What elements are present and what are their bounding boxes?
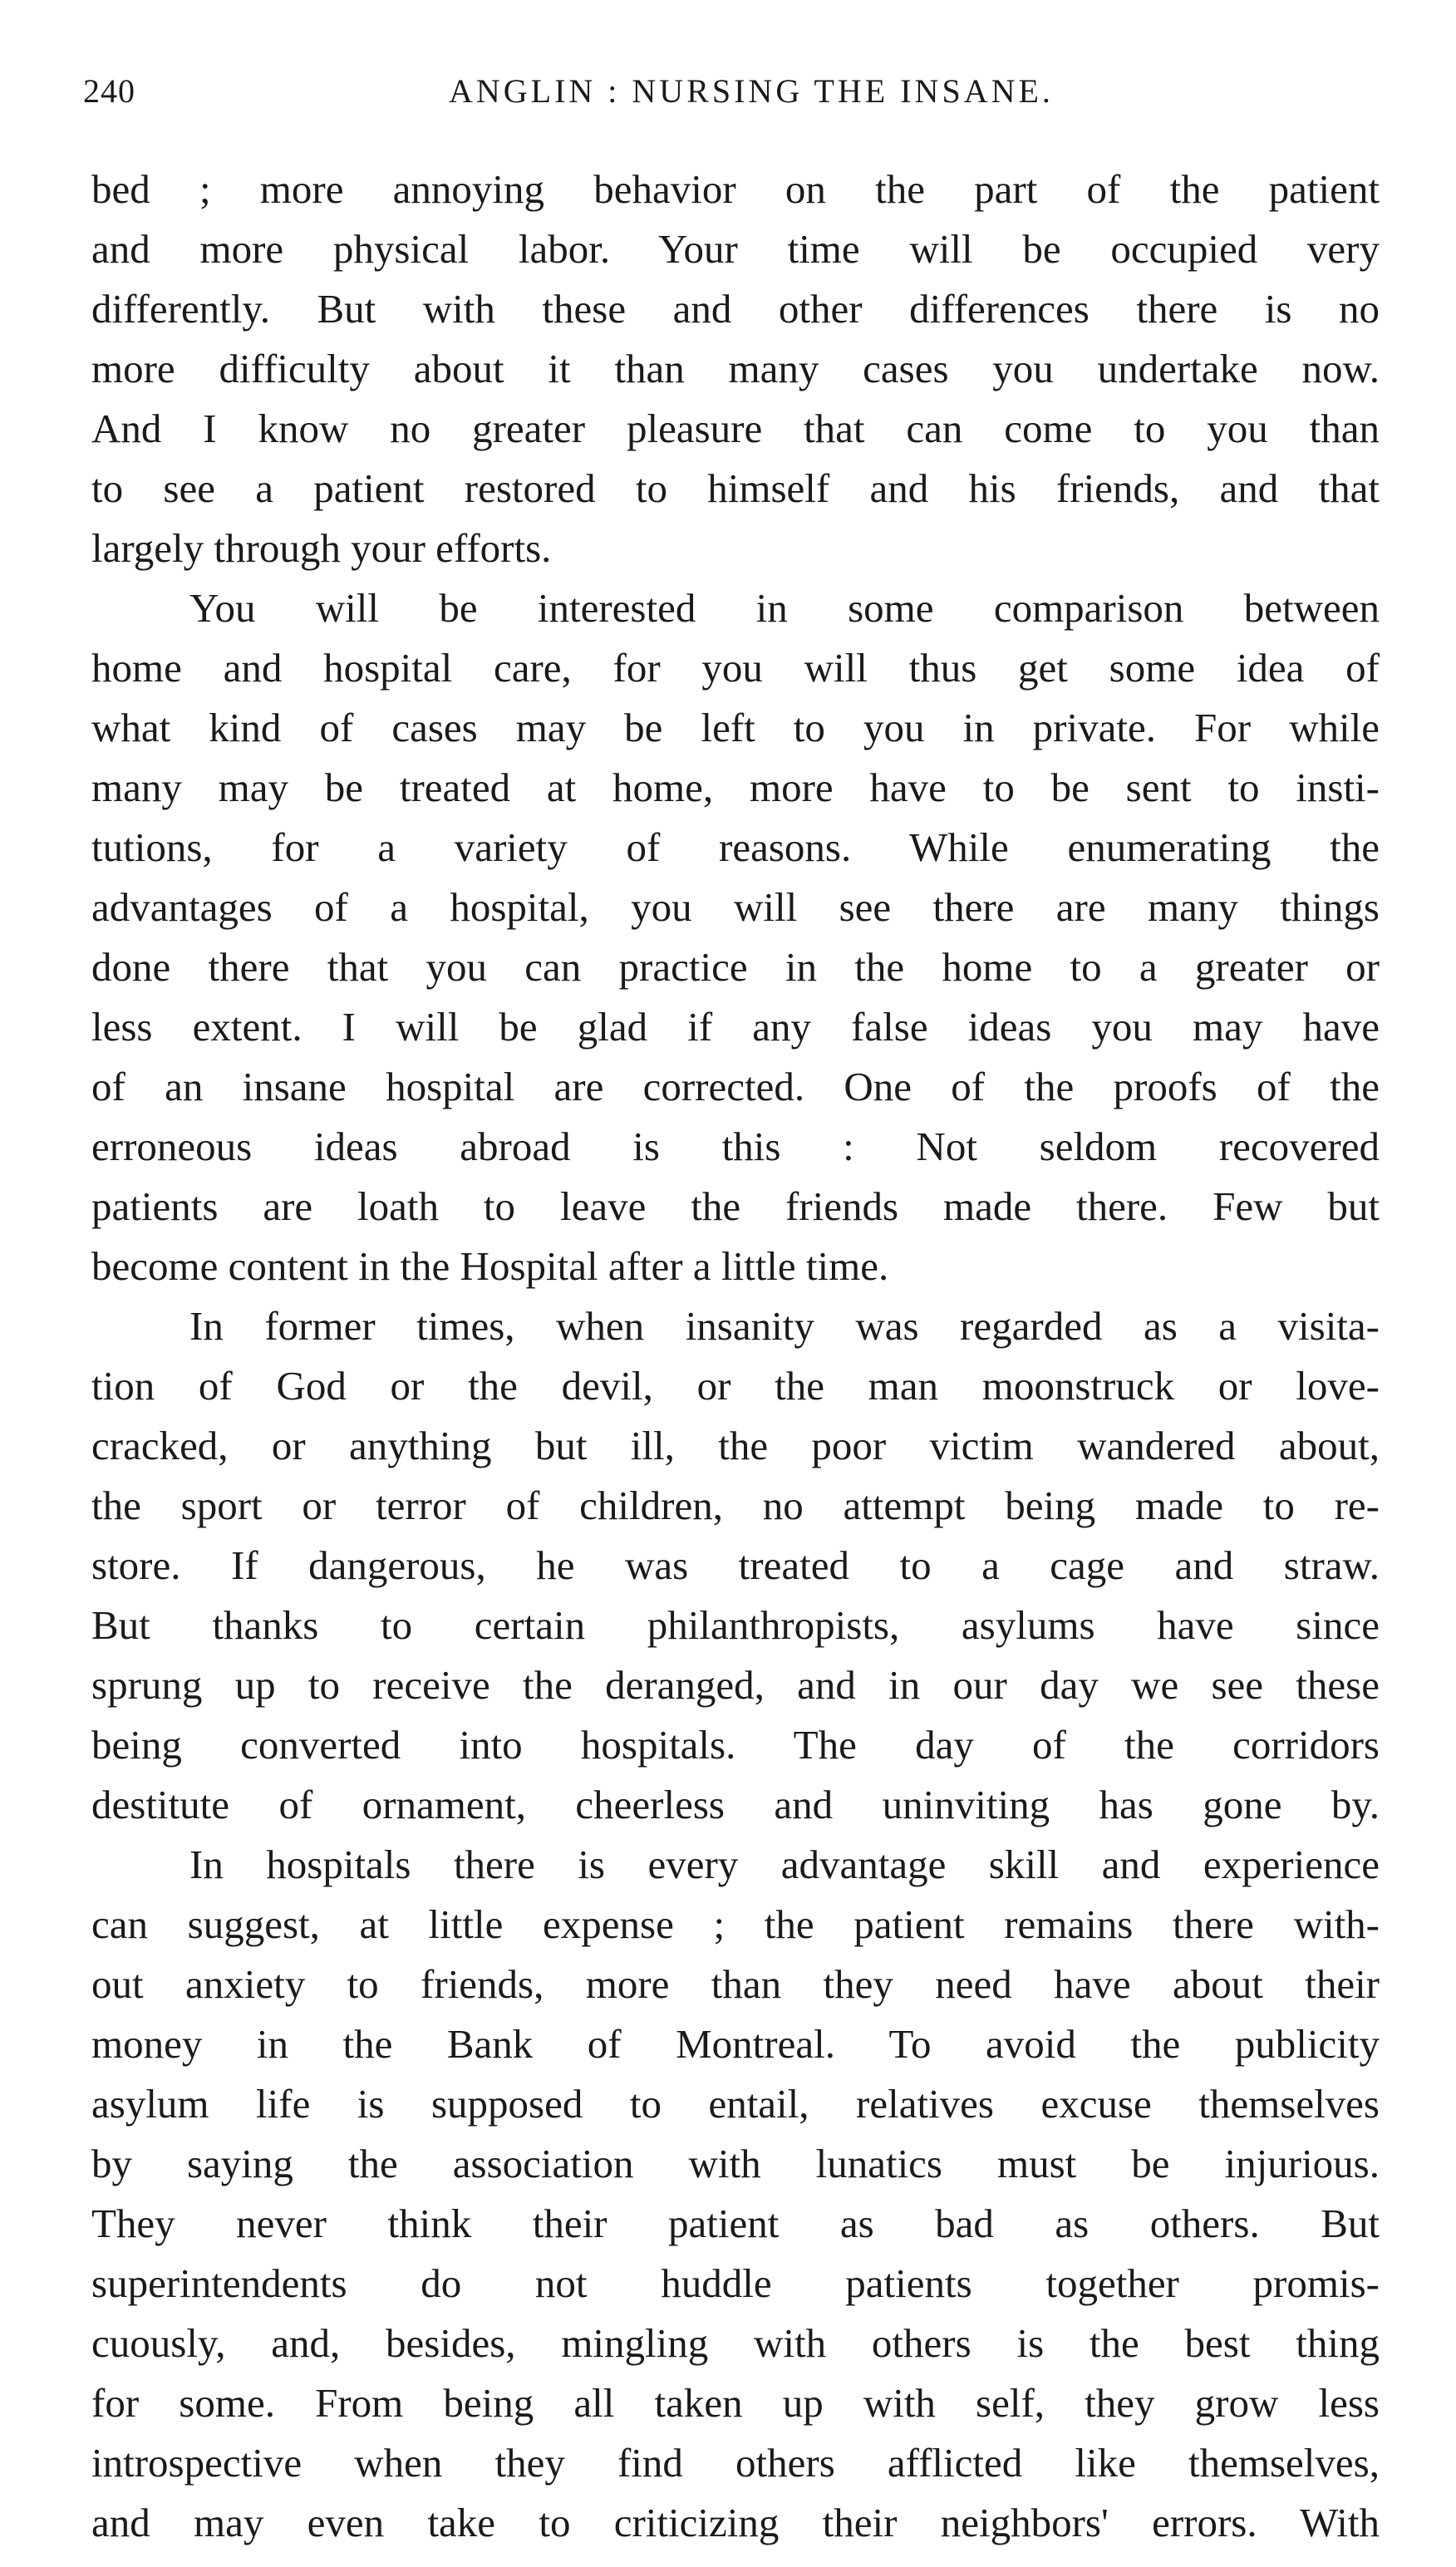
text-line: being converted into hospitals. The day of the corridors bbox=[91, 1722, 1380, 1768]
paragraph bbox=[91, 1835, 1380, 2553]
text-line: become content in the Hospital after a little time. bbox=[91, 1243, 889, 1289]
text-line: home and hospital care, for you will thus get some idea of bbox=[91, 645, 1380, 691]
text-line: largely through your efforts. bbox=[91, 525, 552, 571]
text-line: You will be interested in some comparison between bbox=[189, 585, 1380, 631]
text-line: patients are loath to leave the friends made there. Few but bbox=[91, 1183, 1380, 1229]
text-line: and more physical labor. Your time will be occupied very bbox=[91, 226, 1380, 272]
text-line: of an insane hospital are corrected. One of the proofs of the bbox=[91, 1064, 1380, 1109]
text-line: cracked, or anything but ill, the poor victim wandered about, bbox=[91, 1423, 1380, 1468]
text-line: for some. From being all taken up with self, they grow less bbox=[91, 2380, 1380, 2426]
text-line: cuously, and, besides, mingling with others is the best thing bbox=[91, 2320, 1380, 2366]
text-line: what kind of cases may be left to you in private. For while bbox=[91, 705, 1380, 750]
text-line: and may even take to criticizing their neighbors' errors. With bbox=[91, 2500, 1380, 2545]
text-line: destitute of ornament, cheerless and uninviting has gone by. bbox=[91, 1782, 1380, 1827]
paragraph bbox=[91, 1296, 1380, 1835]
text-line: advantages of a hospital, you will see there are many things bbox=[91, 884, 1380, 930]
paragraph bbox=[91, 160, 1380, 578]
text-line: In former times, when insanity was regarded as a visita- bbox=[189, 1303, 1380, 1349]
text-line: out anxiety to friends, more than they need have about their bbox=[91, 1961, 1380, 2007]
text-line: can suggest, at little expense ; the patient remains there with- bbox=[91, 1901, 1380, 1947]
text-line: They never think their patient as bad as others. But bbox=[91, 2201, 1380, 2246]
text-line: tion of God or the devil, or the man moonstruck or love- bbox=[91, 1363, 1380, 1409]
text-line: done there that you can practice in the home to a greater or bbox=[91, 944, 1380, 990]
text-line: But thanks to certain philanthropists, asylums have since bbox=[91, 1602, 1380, 1648]
text-line: In hospitals there is every advantage skill and experience bbox=[189, 1842, 1380, 1887]
text-line: less extent. I will be glad if any false ideas you may have bbox=[91, 1004, 1380, 1050]
text-line: introspective when they find others afflicted like themselves, bbox=[91, 2440, 1380, 2486]
text-line: bed ; more annoying behavior on the part of the patient bbox=[91, 166, 1380, 212]
text-line: to see a patient restored to himself and his friends, and that bbox=[91, 465, 1380, 511]
paragraph bbox=[91, 578, 1380, 1296]
text-line: by saying the association with lunatics must be injurious. bbox=[91, 2141, 1380, 2186]
text-line: store. If dangerous, he was treated to a cage and straw. bbox=[91, 1542, 1380, 1588]
text-line: sprung up to receive the deranged, and in our day we see these bbox=[91, 1662, 1380, 1708]
text-line: superintendents do not huddle patients together promis- bbox=[91, 2260, 1380, 2306]
text-line: more difficulty about it than many cases you undertake now. bbox=[91, 346, 1380, 391]
text-line: tutions, for a variety of reasons. While enumerating the bbox=[91, 824, 1380, 870]
text-line: And I know no greater pleasure that can come to you than bbox=[91, 406, 1380, 451]
running-title: ANGLIN : NURSING THE INSANE. bbox=[449, 72, 1054, 110]
text-line: differently. But with these and other differences there is no bbox=[91, 286, 1380, 332]
body-text bbox=[91, 160, 1380, 2553]
text-line: the sport or terror of children, no attempt being made to re- bbox=[91, 1483, 1380, 1528]
text-line: erroneous ideas abroad is this : Not seldom recovered bbox=[91, 1124, 1380, 1169]
page-number: 240 bbox=[83, 72, 135, 110]
text-line: many may be treated at home, more have to be sent to insti- bbox=[91, 765, 1380, 810]
text-line: asylum life is supposed to entail, relatives excuse themselves bbox=[91, 2081, 1380, 2127]
text-line: money in the Bank of Montreal. To avoid the publicity bbox=[91, 2021, 1380, 2067]
running-header bbox=[83, 71, 1380, 121]
